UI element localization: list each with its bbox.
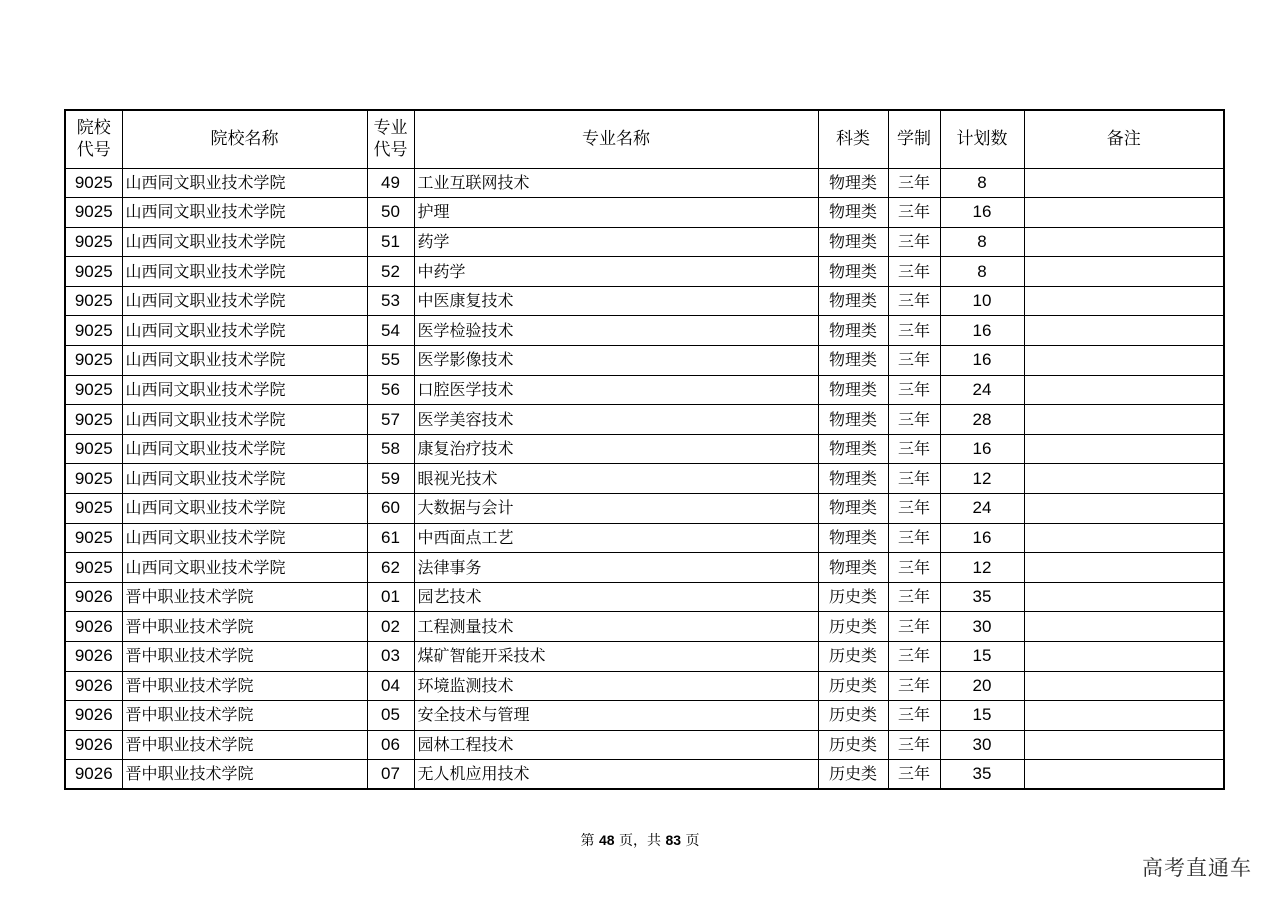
cell-duration: 三年 bbox=[888, 494, 940, 524]
cell-school-code: 9025 bbox=[65, 316, 122, 346]
cell-major-name: 煤矿智能开采技术 bbox=[414, 642, 818, 672]
cell-subject-type: 历史类 bbox=[818, 582, 888, 612]
cell-school-code: 9025 bbox=[65, 168, 122, 198]
cell-remarks bbox=[1024, 523, 1224, 553]
enrollment-plan-table bbox=[64, 109, 1225, 790]
cell-subject-type: 物理类 bbox=[818, 375, 888, 405]
cell-major-name: 工业互联网技术 bbox=[414, 168, 818, 198]
cell-plan-count: 16 bbox=[940, 523, 1024, 553]
cell-duration: 三年 bbox=[888, 405, 940, 435]
cell-remarks bbox=[1024, 730, 1224, 760]
cell-remarks bbox=[1024, 346, 1224, 376]
cell-school-code: 9025 bbox=[65, 375, 122, 405]
cell-remarks bbox=[1024, 227, 1224, 257]
cell-major-code: 59 bbox=[367, 464, 414, 494]
cell-major-name: 中西面点工艺 bbox=[414, 523, 818, 553]
cell-plan-count: 16 bbox=[940, 316, 1024, 346]
cell-duration: 三年 bbox=[888, 257, 940, 287]
cell-school-code: 9025 bbox=[65, 257, 122, 287]
header-subject-type: 科类 bbox=[818, 110, 888, 168]
cell-school-code: 9025 bbox=[65, 434, 122, 464]
cell-duration: 三年 bbox=[888, 227, 940, 257]
cell-duration: 三年 bbox=[888, 582, 940, 612]
cell-duration: 三年 bbox=[888, 553, 940, 583]
cell-plan-count: 10 bbox=[940, 286, 1024, 316]
cell-plan-count: 12 bbox=[940, 464, 1024, 494]
cell-school-name: 晋中职业技术学院 bbox=[122, 642, 367, 672]
cell-plan-count: 24 bbox=[940, 375, 1024, 405]
cell-school-code: 9026 bbox=[65, 701, 122, 731]
cell-school-code: 9025 bbox=[65, 227, 122, 257]
cell-major-name: 大数据与会计 bbox=[414, 494, 818, 524]
cell-school-name: 山西同文职业技术学院 bbox=[122, 494, 367, 524]
table-row bbox=[65, 671, 1224, 701]
cell-plan-count: 20 bbox=[940, 671, 1024, 701]
cell-school-code: 9026 bbox=[65, 612, 122, 642]
table-row bbox=[65, 168, 1224, 198]
cell-plan-count: 16 bbox=[940, 198, 1024, 228]
header-major-code: 专业 代号 bbox=[367, 110, 414, 168]
cell-major-name: 医学美容技术 bbox=[414, 405, 818, 435]
table-row bbox=[65, 553, 1224, 583]
header-remarks: 备注 bbox=[1024, 110, 1224, 168]
cell-major-code: 61 bbox=[367, 523, 414, 553]
cell-plan-count: 8 bbox=[940, 257, 1024, 287]
cell-plan-count: 16 bbox=[940, 346, 1024, 376]
cell-school-name: 晋中职业技术学院 bbox=[122, 612, 367, 642]
cell-school-name: 山西同文职业技术学院 bbox=[122, 316, 367, 346]
cell-major-code: 53 bbox=[367, 286, 414, 316]
cell-remarks bbox=[1024, 198, 1224, 228]
cell-remarks bbox=[1024, 642, 1224, 672]
cell-subject-type: 物理类 bbox=[818, 523, 888, 553]
cell-plan-count: 15 bbox=[940, 701, 1024, 731]
cell-school-code: 9025 bbox=[65, 553, 122, 583]
cell-duration: 三年 bbox=[888, 286, 940, 316]
cell-school-code: 9026 bbox=[65, 730, 122, 760]
cell-major-name: 康复治疗技术 bbox=[414, 434, 818, 464]
header-school-name: 院校名称 bbox=[122, 110, 367, 168]
cell-remarks bbox=[1024, 286, 1224, 316]
cell-major-name: 无人机应用技术 bbox=[414, 760, 818, 790]
cell-remarks bbox=[1024, 375, 1224, 405]
cell-school-name: 晋中职业技术学院 bbox=[122, 701, 367, 731]
cell-duration: 三年 bbox=[888, 375, 940, 405]
cell-major-code: 56 bbox=[367, 375, 414, 405]
cell-duration: 三年 bbox=[888, 671, 940, 701]
header-row bbox=[65, 110, 1224, 168]
cell-major-name: 中医康复技术 bbox=[414, 286, 818, 316]
cell-duration: 三年 bbox=[888, 198, 940, 228]
cell-duration: 三年 bbox=[888, 464, 940, 494]
cell-remarks bbox=[1024, 405, 1224, 435]
cell-major-code: 04 bbox=[367, 671, 414, 701]
cell-duration: 三年 bbox=[888, 346, 940, 376]
cell-major-name: 眼视光技术 bbox=[414, 464, 818, 494]
cell-remarks bbox=[1024, 464, 1224, 494]
cell-remarks bbox=[1024, 257, 1224, 287]
cell-subject-type: 历史类 bbox=[818, 760, 888, 790]
cell-school-code: 9026 bbox=[65, 760, 122, 790]
cell-major-code: 54 bbox=[367, 316, 414, 346]
cell-plan-count: 12 bbox=[940, 553, 1024, 583]
cell-major-name: 护理 bbox=[414, 198, 818, 228]
watermark-text: 高考直通车 bbox=[1142, 856, 1252, 880]
cell-major-code: 49 bbox=[367, 168, 414, 198]
cell-plan-count: 30 bbox=[940, 612, 1024, 642]
cell-duration: 三年 bbox=[888, 612, 940, 642]
cell-major-name: 法律事务 bbox=[414, 553, 818, 583]
cell-subject-type: 物理类 bbox=[818, 198, 888, 228]
cell-school-name: 山西同文职业技术学院 bbox=[122, 405, 367, 435]
header-school-code: 院校 代号 bbox=[65, 110, 122, 168]
cell-plan-count: 30 bbox=[940, 730, 1024, 760]
table-row bbox=[65, 582, 1224, 612]
cell-subject-type: 物理类 bbox=[818, 494, 888, 524]
cell-school-code: 9026 bbox=[65, 671, 122, 701]
cell-school-name: 晋中职业技术学院 bbox=[122, 671, 367, 701]
cell-remarks bbox=[1024, 701, 1224, 731]
cell-subject-type: 物理类 bbox=[818, 227, 888, 257]
cell-duration: 三年 bbox=[888, 760, 940, 790]
header-plan-count: 计划数 bbox=[940, 110, 1024, 168]
cell-school-name: 山西同文职业技术学院 bbox=[122, 257, 367, 287]
header-major-name: 专业名称 bbox=[414, 110, 818, 168]
cell-major-code: 51 bbox=[367, 227, 414, 257]
cell-school-name: 山西同文职业技术学院 bbox=[122, 227, 367, 257]
cell-subject-type: 历史类 bbox=[818, 701, 888, 731]
cell-duration: 三年 bbox=[888, 316, 940, 346]
cell-subject-type: 历史类 bbox=[818, 730, 888, 760]
cell-subject-type: 历史类 bbox=[818, 642, 888, 672]
table-row bbox=[65, 316, 1224, 346]
cell-plan-count: 28 bbox=[940, 405, 1024, 435]
cell-major-code: 06 bbox=[367, 730, 414, 760]
cell-subject-type: 历史类 bbox=[818, 612, 888, 642]
cell-school-name: 山西同文职业技术学院 bbox=[122, 464, 367, 494]
cell-major-code: 62 bbox=[367, 553, 414, 583]
cell-school-name: 山西同文职业技术学院 bbox=[122, 375, 367, 405]
cell-school-name: 晋中职业技术学院 bbox=[122, 760, 367, 790]
cell-remarks bbox=[1024, 316, 1224, 346]
table-row bbox=[65, 405, 1224, 435]
table-row bbox=[65, 434, 1224, 464]
cell-major-code: 60 bbox=[367, 494, 414, 524]
cell-school-name: 山西同文职业技术学院 bbox=[122, 198, 367, 228]
cell-remarks bbox=[1024, 553, 1224, 583]
cell-remarks bbox=[1024, 434, 1224, 464]
cell-major-name: 药学 bbox=[414, 227, 818, 257]
cell-remarks bbox=[1024, 582, 1224, 612]
cell-school-code: 9026 bbox=[65, 582, 122, 612]
cell-subject-type: 物理类 bbox=[818, 286, 888, 316]
page-number: 第 48 页，共 83 页 bbox=[580, 832, 700, 849]
cell-remarks bbox=[1024, 760, 1224, 790]
cell-plan-count: 35 bbox=[940, 582, 1024, 612]
cell-major-name: 中药学 bbox=[414, 257, 818, 287]
cell-school-name: 山西同文职业技术学院 bbox=[122, 168, 367, 198]
cell-school-name: 山西同文职业技术学院 bbox=[122, 346, 367, 376]
cell-duration: 三年 bbox=[888, 701, 940, 731]
cell-major-code: 05 bbox=[367, 701, 414, 731]
cell-subject-type: 物理类 bbox=[818, 464, 888, 494]
cell-plan-count: 16 bbox=[940, 434, 1024, 464]
cell-major-name: 工程测量技术 bbox=[414, 612, 818, 642]
cell-major-code: 02 bbox=[367, 612, 414, 642]
cell-major-name: 园林工程技术 bbox=[414, 730, 818, 760]
table-row bbox=[65, 642, 1224, 672]
cell-subject-type: 物理类 bbox=[818, 316, 888, 346]
cell-major-code: 55 bbox=[367, 346, 414, 376]
cell-school-name: 山西同文职业技术学院 bbox=[122, 553, 367, 583]
table-row bbox=[65, 612, 1224, 642]
cell-subject-type: 物理类 bbox=[818, 346, 888, 376]
cell-school-code: 9025 bbox=[65, 346, 122, 376]
table-row bbox=[65, 760, 1224, 790]
table-row bbox=[65, 523, 1224, 553]
cell-remarks bbox=[1024, 671, 1224, 701]
table-row bbox=[65, 701, 1224, 731]
cell-major-code: 57 bbox=[367, 405, 414, 435]
cell-school-name: 山西同文职业技术学院 bbox=[122, 434, 367, 464]
cell-plan-count: 8 bbox=[940, 227, 1024, 257]
cell-plan-count: 8 bbox=[940, 168, 1024, 198]
cell-remarks bbox=[1024, 612, 1224, 642]
cell-plan-count: 15 bbox=[940, 642, 1024, 672]
cell-school-code: 9025 bbox=[65, 523, 122, 553]
cell-major-name: 安全技术与管理 bbox=[414, 701, 818, 731]
cell-major-code: 07 bbox=[367, 760, 414, 790]
cell-remarks bbox=[1024, 494, 1224, 524]
cell-duration: 三年 bbox=[888, 642, 940, 672]
cell-major-name: 医学检验技术 bbox=[414, 316, 818, 346]
cell-major-code: 52 bbox=[367, 257, 414, 287]
cell-duration: 三年 bbox=[888, 434, 940, 464]
cell-major-code: 01 bbox=[367, 582, 414, 612]
table-row bbox=[65, 227, 1224, 257]
cell-school-code: 9026 bbox=[65, 642, 122, 672]
table-row bbox=[65, 346, 1224, 376]
table-row bbox=[65, 286, 1224, 316]
cell-major-name: 医学影像技术 bbox=[414, 346, 818, 376]
cell-school-name: 山西同文职业技术学院 bbox=[122, 523, 367, 553]
cell-subject-type: 物理类 bbox=[818, 168, 888, 198]
cell-remarks bbox=[1024, 168, 1224, 198]
cell-school-code: 9025 bbox=[65, 464, 122, 494]
cell-subject-type: 物理类 bbox=[818, 257, 888, 287]
cell-school-code: 9025 bbox=[65, 405, 122, 435]
cell-subject-type: 物理类 bbox=[818, 434, 888, 464]
cell-major-code: 50 bbox=[367, 198, 414, 228]
table-row bbox=[65, 257, 1224, 287]
table-row bbox=[65, 198, 1224, 228]
cell-school-name: 晋中职业技术学院 bbox=[122, 730, 367, 760]
cell-duration: 三年 bbox=[888, 168, 940, 198]
cell-major-code: 03 bbox=[367, 642, 414, 672]
cell-school-code: 9025 bbox=[65, 286, 122, 316]
cell-subject-type: 历史类 bbox=[818, 671, 888, 701]
cell-plan-count: 35 bbox=[940, 760, 1024, 790]
cell-duration: 三年 bbox=[888, 523, 940, 553]
cell-major-name: 环境监测技术 bbox=[414, 671, 818, 701]
cell-duration: 三年 bbox=[888, 730, 940, 760]
table-row bbox=[65, 494, 1224, 524]
cell-major-name: 口腔医学技术 bbox=[414, 375, 818, 405]
cell-major-code: 58 bbox=[367, 434, 414, 464]
table-row bbox=[65, 730, 1224, 760]
header-duration: 学制 bbox=[888, 110, 940, 168]
cell-school-name: 山西同文职业技术学院 bbox=[122, 286, 367, 316]
cell-school-code: 9025 bbox=[65, 198, 122, 228]
cell-subject-type: 物理类 bbox=[818, 553, 888, 583]
table-row bbox=[65, 464, 1224, 494]
cell-plan-count: 24 bbox=[940, 494, 1024, 524]
cell-school-name: 晋中职业技术学院 bbox=[122, 582, 367, 612]
table-row bbox=[65, 375, 1224, 405]
cell-subject-type: 物理类 bbox=[818, 405, 888, 435]
cell-major-name: 园艺技术 bbox=[414, 582, 818, 612]
cell-school-code: 9025 bbox=[65, 494, 122, 524]
